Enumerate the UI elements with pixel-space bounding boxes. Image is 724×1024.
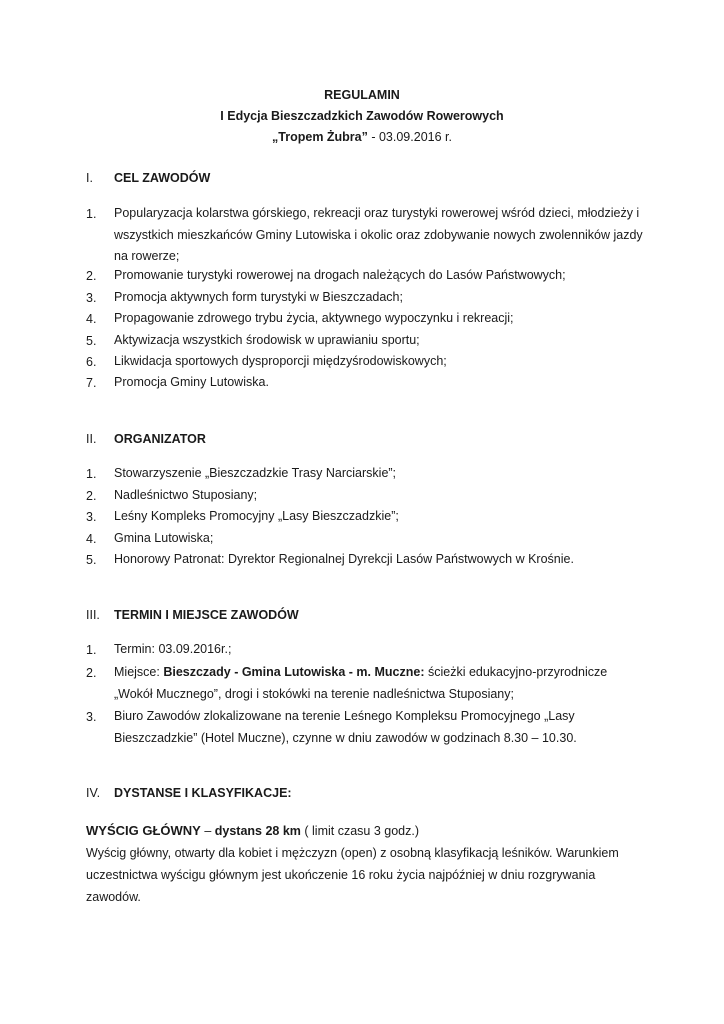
list-item	[86, 485, 646, 507]
list-item	[86, 463, 646, 485]
list-text: Aktywizacja wszystkich środowisk w uprawianiu sportu;	[114, 333, 420, 347]
list-number: 2.	[86, 489, 97, 503]
list-text	[114, 662, 646, 705]
event-date: - 03.09.2016 r.	[367, 130, 452, 144]
race-limit: ( limit czasu 3 godz.)	[300, 824, 420, 838]
list-text: Nadleśnictwo Stuposiany;	[114, 488, 258, 502]
list-text: Gmina Lutowiska;	[114, 531, 214, 545]
section-heading-3	[86, 608, 299, 622]
race-description: Wyścig główny, otwarty dla kobiet i mężczyzn (open) z osobną klasyfikacją leśników. Warunkiem uczestnictwa wyścigu głównym jest ukończenie 16 roku życia najpóźniej w dniu rozgrywania zawodów.	[86, 846, 619, 904]
list-number: 6.	[86, 355, 97, 369]
list-text: Likwidacja sportowych dysproporcji międzyśrodowiskowych;	[114, 354, 447, 368]
list-text: Promowanie turystyki rowerowej na drogach należących do Lasów Państwowych;	[114, 268, 566, 282]
list-item	[86, 203, 646, 268]
list-item	[86, 330, 646, 352]
list-number: 3.	[86, 710, 97, 724]
list-text: Promocja Gminy Lutowiska.	[114, 375, 269, 389]
list-item	[86, 265, 646, 287]
list-text: Promocja aktywnych form turystyki w Bieszczadach;	[114, 290, 403, 304]
list-number: 2.	[86, 666, 97, 680]
list-item	[86, 287, 646, 309]
list-number: 4.	[86, 532, 97, 546]
list-text: Termin: 03.09.2016r.;	[114, 642, 232, 656]
list-item	[86, 706, 646, 749]
list-number: 5.	[86, 553, 97, 567]
section-heading-4	[86, 786, 292, 800]
list-item	[86, 506, 646, 528]
list-number: 7.	[86, 376, 97, 390]
section-number: IV.	[86, 786, 101, 800]
section-heading-1	[86, 171, 210, 185]
list-number: 1.	[86, 207, 97, 221]
list-number: 3.	[86, 291, 97, 305]
list-text: Propagowanie zdrowego trybu życia, aktywnego wypoczynku i rekreacji;	[114, 311, 514, 325]
place-details: ścieżki edukacyjno-przyrodnicze „Wokół Mucznego”, drogi i stokówki na terenie nadleśnictwa Stuposiany;	[114, 665, 608, 701]
section-title: CEL ZAWODÓW	[114, 171, 211, 185]
document-title-block	[0, 85, 724, 148]
list-text: Stowarzyszenie „Bieszczadzkie Trasy Narciarskie”;	[114, 466, 397, 480]
section-number: II.	[86, 432, 97, 446]
list-number: 5.	[86, 334, 97, 348]
list-text: Biuro Zawodów zlokalizowane na terenie Leśnego Kompleksu Promocyjnego „Lasy Bieszczadzkie” (Hotel Muczne), czynne w dniu zawodów w godzinach 8.30 – 10.30.	[114, 709, 577, 745]
place-name: Bieszczady - Gmina Lutowiska - m. Muczne:	[163, 665, 425, 679]
section-title: TERMIN I MIEJSCE ZAWODÓW	[114, 608, 299, 622]
race-distance: dystans 28 km	[214, 824, 301, 838]
list-number: 3.	[86, 510, 97, 524]
list-item	[86, 308, 646, 330]
race-name: WYŚCIG GŁÓWNY	[86, 823, 201, 838]
place-prefix: Miejsce:	[114, 665, 164, 679]
document-subtitle: I Edycja Bieszczadzkich Zawodów Rowerowych	[220, 109, 504, 123]
list-number: 4.	[86, 312, 97, 326]
list-item	[86, 528, 646, 550]
list-text: Leśny Kompleks Promocyjny „Lasy Bieszczadzkie”;	[114, 509, 399, 523]
list-text: Popularyzacja kolarstwa górskiego, rekreacji oraz turystyki rowerowej wśród dzieci, młodzieży i wszystkich mieszkańców Gminy Lutowiska i okolic oraz zdobywanie nowych zwolenników jazdy na rowerze;	[114, 206, 643, 263]
section-title: DYSTANSE I KLASYFIKACJE:	[114, 786, 292, 800]
list-item	[86, 549, 646, 571]
section-number: I.	[86, 171, 93, 185]
list-number: 1.	[86, 467, 97, 481]
document-title: REGULAMIN	[324, 88, 400, 102]
race-paragraph	[86, 820, 646, 908]
list-item	[86, 351, 646, 373]
list-number: 1.	[86, 643, 97, 657]
section-heading-2	[86, 432, 206, 446]
list-item	[86, 639, 646, 661]
section-number: III.	[86, 608, 100, 622]
race-dash: –	[200, 824, 215, 838]
event-line	[0, 127, 724, 148]
event-name: „Tropem Żubra”	[272, 130, 368, 144]
race-heading-line	[86, 820, 646, 842]
list-number: 2.	[86, 269, 97, 283]
list-item	[86, 372, 646, 394]
list-item	[86, 662, 646, 705]
section-title: ORGANIZATOR	[114, 432, 206, 446]
list-text: Honorowy Patronat: Dyrektor Regionalnej Dyrekcji Lasów Państwowych w Krośnie.	[114, 552, 574, 566]
